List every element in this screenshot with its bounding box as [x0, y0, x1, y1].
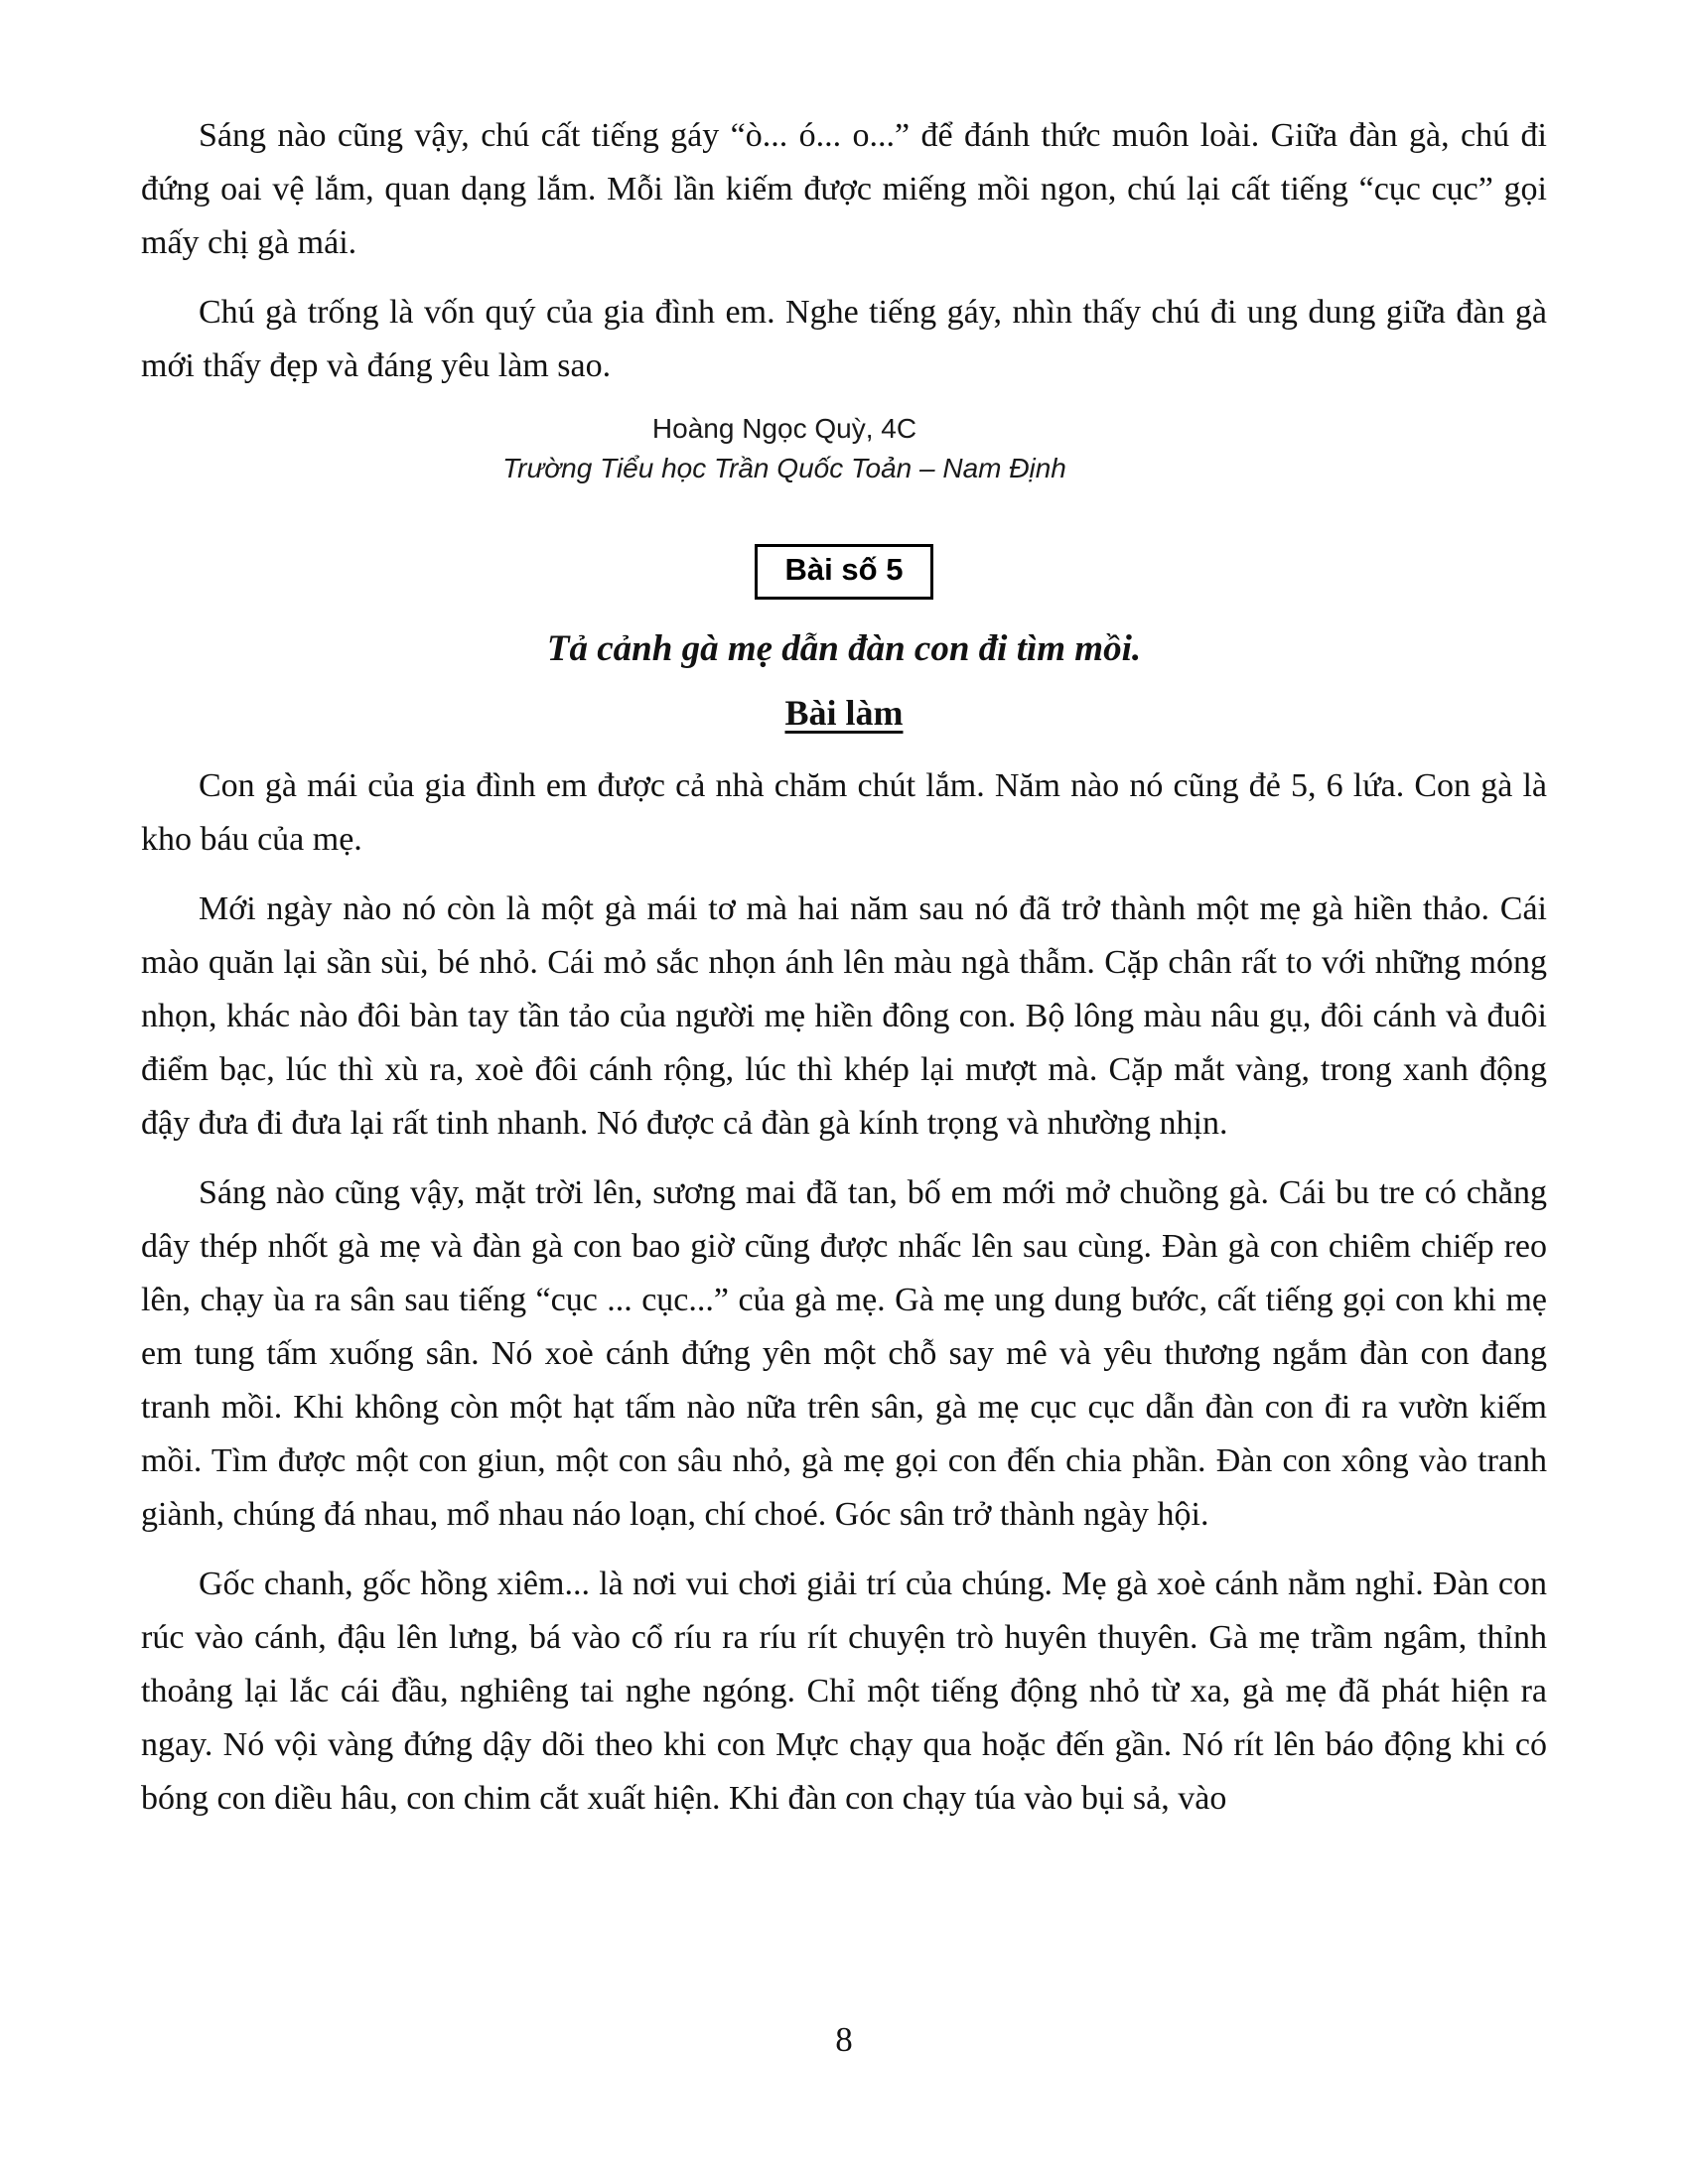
- intro-paragraph-2: Chú gà trống là vốn quý của gia đình em. Nghe tiếng gáy, nhìn thấy chú đi ung dung giữa đàn gà mới thấy đẹp và đáng yêu làm sao.: [141, 294, 1547, 384]
- essay-paragraph-1: Con gà mái của gia đình em được cả nhà chăm chút lắm. Năm nào nó cũng đẻ 5, 6 lứa. Con gà là kho báu của mẹ.: [141, 767, 1547, 858]
- lesson-number-row: [141, 544, 1547, 600]
- attribution-block: [141, 409, 1547, 488]
- lesson-title: Tả cảnh gà mẹ dẫn đàn con đi tìm mồi.: [546, 628, 1142, 669]
- essay-heading: Bài làm: [784, 693, 904, 733]
- school-name: Trường Tiểu học Trần Quốc Toản – Nam Định: [502, 453, 1066, 483]
- intro-paragraph-1: Sáng nào cũng vậy, chú cất tiếng gáy “ò... ó... o...” để đánh thức muôn loài. Giữa đàn gà, chú đi đứng oai vệ lắm, quan dạng lắm. Mỗi lần kiếm được miếng mồi ngon, chú lại cất tiếng “cục cục” gọi mấy chị gà mái.: [141, 117, 1547, 261]
- essay-paragraph-3: Sáng nào cũng vậy, mặt trời lên, sương mai đã tan, bố em mới mở chuồng gà. Cái bu tre có chằng dây thép nhốt gà mẹ và đàn gà con bao giờ cũng được nhấc lên sau cùng. Đàn gà con chiêm chiếp reo lên, chạy ùa ra sân sau tiếng “cục ... cục...” của gà mẹ. Gà mẹ ung dung bước, cất tiếng gọi con khi mẹ em tung tấm xuống sân. Nó xoè cánh đứng yên một chỗ say mê và yêu thương ngắm đàn con đang tranh mồi. Khi không còn một hạt tấm nào nữa trên sân, gà mẹ cục cục dẫn đàn con đi ra vườn kiếm mồi. Tìm được một con giun, một con sâu nhỏ, gà mẹ gọi con đến chia phần. Đàn con xông vào tranh giành, chúng đá nhau, mổ nhau náo loạn, chí choé. Góc sân trở thành ngày hội.: [141, 1174, 1547, 1533]
- essay-paragraph-2: Mới ngày nào nó còn là một gà mái tơ mà hai năm sau nó đã trở thành một mẹ gà hiền thảo. Cái mào quăn lại sần sùi, bé nhỏ. Cái mỏ sắc nhọn ánh lên màu ngà thẫm. Cặp chân rất to với những móng nhọn, khác nào đôi bàn tay tần tảo của người mẹ hiền đông con. Bộ lông màu nâu gụ, đôi cánh và đuôi điểm bạc, lúc thì xù ra, xoè đôi cánh rộng, lúc thì khép lại mượt mà. Cặp mắt vàng, trong xanh động đậy đưa đi đưa lại rất tinh nhanh. Nó được cả đàn gà kính trọng và nhường nhịn.: [141, 890, 1547, 1142]
- essay-paragraph-4: Gốc chanh, gốc hồng xiêm... là nơi vui chơi giải trí của chúng. Mẹ gà xoè cánh nằm nghỉ. Đàn con rúc vào cánh, đậu lên lưng, bá vào cổ ríu ra ríu rít chuyện trò huyên thuyên. Gà mẹ trầm ngâm, thỉnh thoảng lại lắc cái đầu, nghiêng tai nghe ngóng. Chỉ một tiếng động nhỏ từ xa, gà mẹ đã phát hiện ra ngay. Nó vội vàng đứng dậy dõi theo khi con Mực chạy qua hoặc đến gần. Nó rít lên báo động khi có bóng con diều hâu, con chim cắt xuất hiện. Khi đàn con chạy túa vào bụi sả, vào: [141, 1566, 1547, 1817]
- lesson-number-box: Bài số 5: [755, 544, 934, 600]
- page-number: 8: [835, 2020, 853, 2059]
- author-name: Hoàng Ngọc Quỳ, 4C: [651, 413, 917, 444]
